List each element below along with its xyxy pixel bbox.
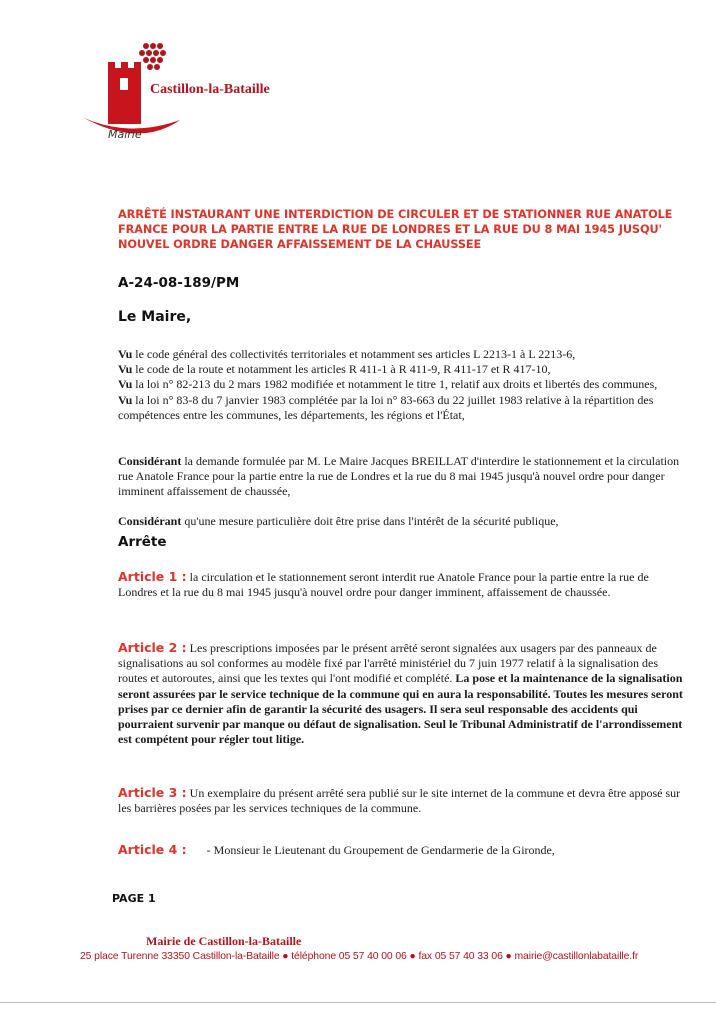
vu-item: Vu le code général des collectivités territoriales et notamment ses articles L 2213-1 à L 2213-6, bbox=[118, 347, 576, 361]
vu-item: Vu la loi n° 82-213 du 2 mars 1982 modifiée et notamment le titre 1, relatif aux droits et libertés des communes, bbox=[118, 377, 658, 392]
mairie-label: Mairie bbox=[108, 128, 142, 141]
document-title: ARRÊTÉ INSTAURANT UNE INTERDICTION DE CIRCULER ET DE STATIONNER RUE ANATOLE FRANCE POUR LA PARTIE ENTRE LA RUE DE LONDRES ET LA RUE DU 8 MAI 1945 JUSQU' NOUVEL ORDRE DANGER AFFAISSEMENT DE LA CHAUSSEE bbox=[118, 208, 673, 251]
reference-number: A-24-08-189/PM bbox=[118, 275, 240, 291]
article-4-label: Article 4 : bbox=[118, 842, 187, 857]
article-1: Article 1 : la circulation et le stationnement seront interdit rue Anatole France pour la partie entre la rue de Londres et la rue du 8 mai 1945 jusqu'à nouvel ordre pour danger imminent, affaissement de chaussée. bbox=[118, 569, 649, 600]
vu-item: Vu la loi n° 83-8 du 7 janvier 1983 complétée par la loi n° 83-663 du 22 juillet 1983 relative à la répartition des compétences entre les communes, les départements, les régions et l'État, bbox=[118, 392, 654, 422]
vu-item: Vu le code de la route et notamment les articles R 411-1 à R 411-9, R 411-17 et R 417-10, bbox=[118, 362, 551, 377]
le-maire-heading: Le Maire, bbox=[118, 309, 192, 325]
town-name: Castillon-la-Bataille bbox=[150, 82, 270, 97]
article-4: Article 4 : - Monsieur le Lieutenant du Groupement de Gendarmerie de la Gironde, bbox=[118, 842, 555, 857]
vu-list bbox=[118, 347, 684, 423]
bottom-divider bbox=[0, 1002, 716, 1003]
page-number: PAGE 1 bbox=[112, 892, 156, 905]
arrete-heading: Arrête bbox=[118, 534, 167, 550]
article-2-label: Article 2 : bbox=[118, 640, 187, 655]
footer-title: Mairie de Castillon-la-Bataille bbox=[146, 934, 302, 948]
footer-address: 25 place Turenne 33350 Castillon-la-Bataille ● téléphone 05 57 40 00 06 ● fax 05 57 40 33 06 ● mairie@castillonlabataille.fr bbox=[80, 951, 639, 962]
article-3: Article 3 : Un exemplaire du présent arrêté sera publié sur le site internet de la commune et devra être apposé sur les barrières posées par les services techniques de la commune. bbox=[118, 785, 681, 816]
article-1-label: Article 1 : bbox=[118, 569, 187, 584]
considerant-2: Considérant qu'une mesure particulière doit être prise dans l'intérêt de la sécurité publique, bbox=[118, 514, 559, 528]
article-3-label: Article 3 : bbox=[118, 785, 187, 800]
considerant-1: Considérant la demande formulée par M. Le Maire Jacques BREILLAT d'interdire le stationnement et la circulation rue Anatole France pour la partie entre la rue de Londres et la rue du 8 mai 1945 jusqu'à nouvel ordre pour danger imminent affaissement de chaussée, bbox=[118, 454, 680, 499]
article-2: Article 2 : Les prescriptions imposées par le présent arrêté seront signalées aux usagers par des panneaux de signalisations au sol conformes au modèle fixé par l'arrêté ministériel du 7 juin 1977 relatif à la signalisation des routes et autoroutes, ainsi que les textes qui l'ont modifié et complété. La pose et la maintenance de la signalisation seront assurées par le service technique de la commune qui en aura la responsabilité. Toutes les mesures seront prises par ce dernier afin de garantir la sécurité des usagers. Il sera seul responsable des accidents qui pourraient survenir par manque ou défaut de signalisation. Seul le Tribunal Administratif de l'arrondissement est compétent pour régler tout litige. bbox=[118, 640, 683, 747]
